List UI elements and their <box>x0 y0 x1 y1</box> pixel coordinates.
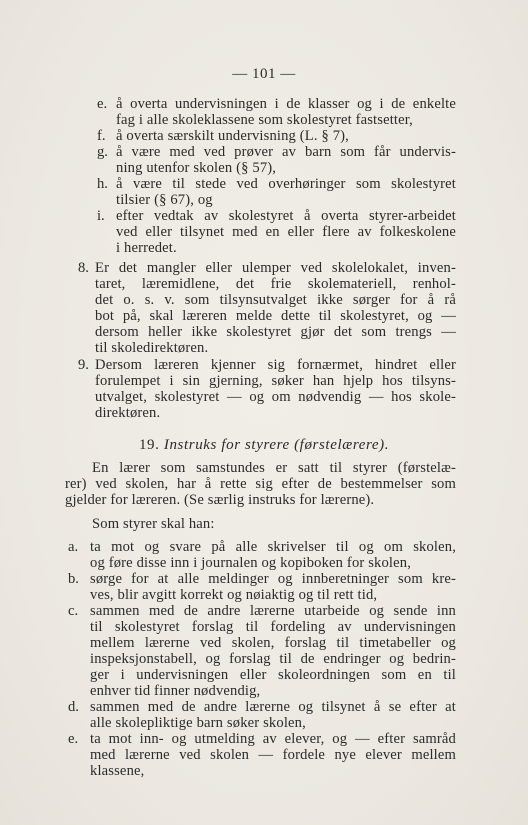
list_a-item-line: tilsier (§ 67), og <box>116 192 213 208</box>
list_a-item-line: å være med ved prøver av barn som får undervis- <box>116 144 456 160</box>
list_b-item-line: inspeksjonstabell, og forslag til de endringer og bedrin- <box>90 651 456 667</box>
list_b-item-line: sørge for at alle meldinger og innberetninger som kre- <box>90 571 456 587</box>
list_b-item-label: d. <box>68 699 79 715</box>
numbered-item-label: 8. <box>78 260 89 276</box>
numbered-item-line: dersom heller ikke skolestyret gjør det som trengs — <box>95 324 456 340</box>
list_a-item-line: efter vedtak av skolestyret å overta styrer-arbeidet <box>116 208 456 224</box>
list_b-item-line: enhver tid finner nødvendig, <box>90 683 261 699</box>
intro-line: gjelder for læreren. (Se særlig instruks for lærerne). <box>65 492 375 508</box>
list_b-item-line: klassene, <box>90 763 145 779</box>
list_a-item-label: g. <box>97 144 108 160</box>
numbered-item-line: det o. s. v. som tilsynsutvalget ikke sørger for å rå <box>95 292 456 308</box>
list_b-item-line: alle skolepliktige barn søker skolen, <box>90 715 306 731</box>
numbered-item-line: Er det mangler eller ulemper ved skolelokalet, inven- <box>95 260 456 276</box>
section-heading <box>0 437 528 454</box>
list_b-item-line: ta mot inn- og utmelding av elever, og — efter samråd <box>90 731 456 747</box>
list_a-item-line: ning utenfor skolen (§ 57), <box>116 160 277 176</box>
numbered-item-line: taret, læremidlene, det frie skolemateriell, renhol- <box>95 276 456 292</box>
numbered-item-line: utvalget, skolestyret — og om nødvendig — hos skole- <box>95 389 456 405</box>
list_a-item-label: f. <box>97 128 106 144</box>
numbered-item-line: direktøren. <box>95 405 161 421</box>
list_a-item-label: e. <box>97 96 108 112</box>
list_a-item-line: å være til stede ved overhøringer som skolestyret <box>116 176 456 192</box>
list_b-item-line: og føre disse inn i journalen og kopiboken for skolen, <box>90 555 411 571</box>
numbered-item-line: Dersom læreren kjenner sig fornærmet, hindret eller <box>95 357 456 373</box>
intro-line: rer) ved skolen, har å rette sig efter de bestemmelser som <box>65 476 456 492</box>
section-title: Instruks for styrere (førstelærere). <box>163 437 390 453</box>
list_a-item-label: h. <box>97 176 108 192</box>
intro-line: En lærer som samstundes er satt til styrer (førstelæ- <box>92 460 456 476</box>
numbered-item-label: 9. <box>78 357 89 373</box>
list_b-item-line: mellem lærerne ved skolen, forslag til timetabeller og <box>90 635 456 651</box>
list_b-item-label: c. <box>68 603 79 619</box>
section-number: 19. <box>138 437 164 453</box>
list_a-item-line: å overta undervisningen i de klasser og i de enkelte <box>116 96 456 112</box>
list_b-item-line: ta mot og svare på alle skrivelser til og om skolen, <box>90 539 456 555</box>
list_b-item-line: sammen med de andre lærerne og tilsynet å se efter at <box>90 699 456 715</box>
numbered-item-line: til skoledirektøren. <box>95 340 209 356</box>
page-number: — 101 — <box>232 66 296 82</box>
list_b-item-line: til skolestyret forslag til fordeling av undervisningen <box>90 619 456 635</box>
numbered-item-line: forulempet i sin gjerning, søker han hjelp hos tilsyns- <box>95 373 456 389</box>
list_a-item-line: å overta særskilt undervisning (L. § 7), <box>116 128 349 144</box>
list_a-item-line: fag i alle skoleklassene som skolestyret fastsetter, <box>116 112 413 128</box>
list_b-item-line: sammen med de andre lærerne utarbeide og sende inn <box>90 603 456 619</box>
list_b-item-line: med lærerne ved skolen — fordele nye elever mellem <box>90 747 456 763</box>
list_b-item-line: ves, blir avgitt korrekt og nøiaktig og til rett tid, <box>90 587 378 603</box>
list_b-item-label: a. <box>68 539 79 555</box>
list_a-item-label: i. <box>97 208 105 224</box>
list_b-item-label: b. <box>68 571 79 587</box>
lead-text: Som styrer skal han: <box>92 516 215 532</box>
list_a-item-line: ved eller tilsynet med en eller flere av folkeskolene <box>116 224 456 240</box>
list_a-item-line: i herredet. <box>116 240 177 256</box>
list_b-item-line: ger i undervisningen eller skoleordningen som en til <box>90 667 456 683</box>
list_b-item-label: e. <box>68 731 79 747</box>
numbered-item-line: bot på, skal læreren melde dette til skolestyret, og — <box>95 308 456 324</box>
